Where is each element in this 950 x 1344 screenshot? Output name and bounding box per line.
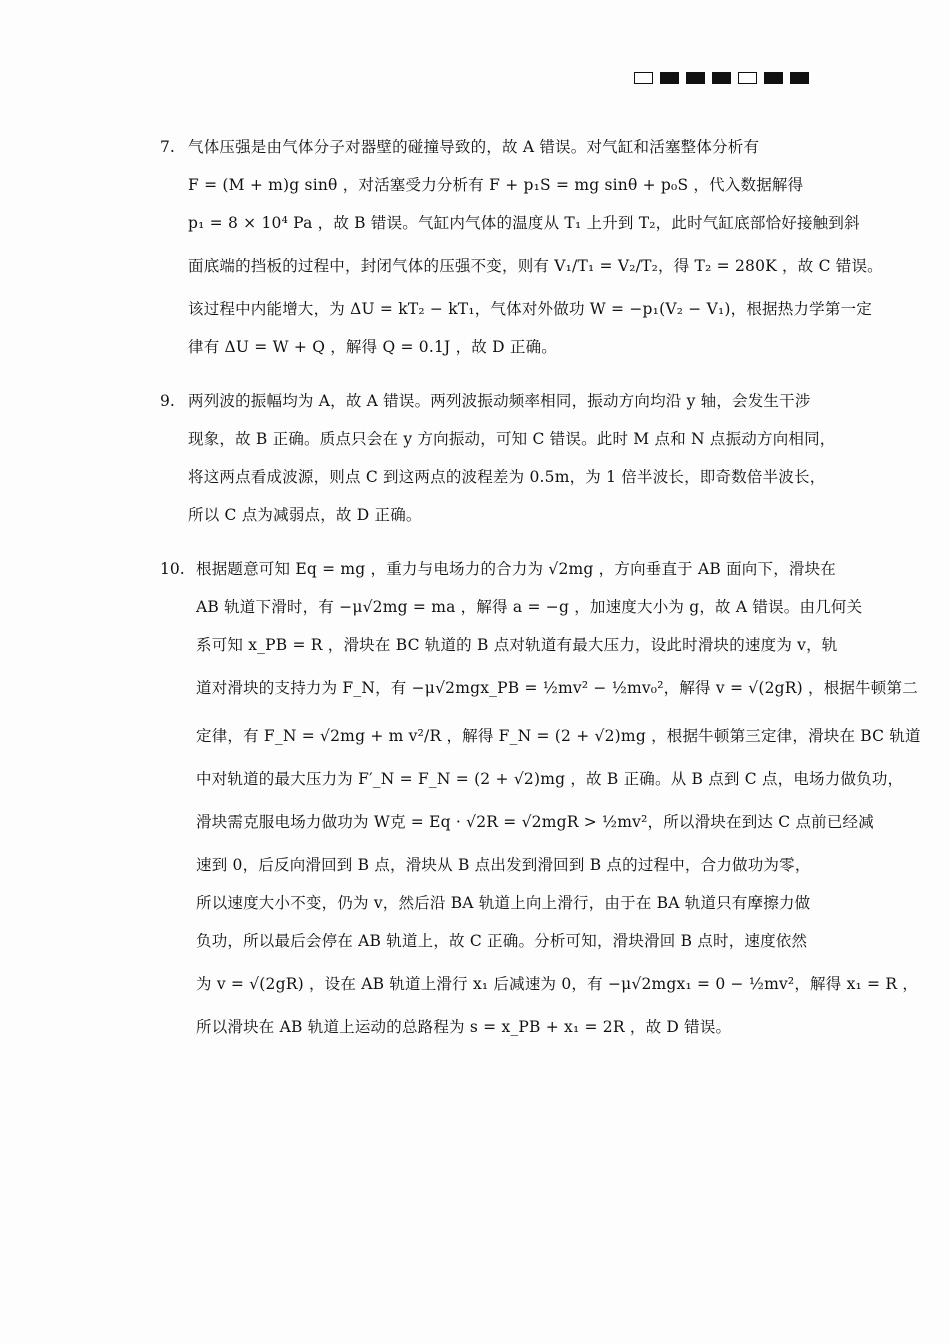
text-line: 面底端的挡板的过程中，封闭气体的压强不变，则有 V₁/T₁ = V₂/T₂，得 T₂ = 280K ，故 C 错误。	[188, 257, 883, 275]
header-mark-filled-icon	[660, 72, 679, 84]
text-line: 所以 C 点为减弱点，故 D 正确。	[188, 506, 422, 524]
text-line: 根据题意可知 Eq = mg ，重力与电场力的合力为 √2mg ，方向垂直于 AB 面向下，滑块在	[196, 560, 837, 578]
text-line: 该过程中内能增大，为 ΔU = kT₂ − kT₁，气体对外做功 W = −p₁(V₂ − V₁)，根据热力学第一定	[188, 300, 872, 318]
text-line: 中对轨道的最大压力为 F′_N = F_N = (2 + √2)mg ，故 B 正确。从 B 点到 C 点，电场力做负功，	[196, 770, 904, 788]
text-line: F = (M + m)g sinθ ，对活塞受力分析有 F + p₁S = mg sinθ + p₀S ，代入数据解得	[188, 176, 804, 194]
header-mark-filled-icon	[712, 72, 731, 84]
text-line: 气体压强是由气体分子对器壁的碰撞导致的，故 A 错误。对气缸和活塞整体分析有	[188, 138, 760, 156]
text-line: AB 轨道下滑时，有 −μ√2mg = ma ，解得 a = −g ，加速度大小为 g，故 A 错误。由几何关	[196, 598, 863, 616]
answer-item-7	[160, 128, 883, 366]
answer-item-10	[160, 550, 921, 1046]
text-line: 定律，有 F_N = √2mg + m v²/R ，解得 F_N = (2 + √2)mg ，根据牛顿第三定律，滑块在 BC 轨道	[196, 727, 921, 745]
text-line: 律有 ΔU = W + Q ，解得 Q = 0.1J ，故 D 正确。	[188, 338, 557, 356]
item-number: 7.	[160, 138, 175, 156]
text-line: 为 v = √(2gR) ，设在 AB 轨道上滑行 x₁ 后减速为 0，有 −μ√2mgx₁ = 0 − ½mv²，解得 x₁ = R ，	[196, 975, 919, 993]
text-line: 将这两点看成波源，则点 C 到这两点的波程差为 0.5m，为 1 倍半波长，即奇数倍半波长，	[188, 468, 826, 486]
text-line: 系可知 x_PB = R ，滑块在 BC 轨道的 B 点对轨道有最大压力，设此时滑块的速度为 v，轨	[196, 636, 838, 654]
header-mark-empty-icon	[634, 72, 653, 84]
answer-item-9	[160, 382, 836, 534]
header-mark-filled-icon	[686, 72, 705, 84]
text-line: 滑块需克服电场力做功为 W克 = Eq · √2R = √2mgR > ½mv²，所以滑块在到达 C 点前已经减	[196, 813, 874, 831]
text-line: 速到 0，后反向滑回到 B 点，滑块从 B 点出发到滑回到 B 点的过程中，合力做功为零，	[196, 856, 811, 874]
header-mark-filled-icon	[790, 72, 809, 84]
text-line: 负功，所以最后会停在 AB 轨道上，故 C 正确。分析可知，滑块滑回 B 点时，速度依然	[196, 932, 808, 950]
text-line: 现象，故 B 正确。质点只会在 y 方向振动，可知 C 错误。此时 M 点和 N 点振动方向相同，	[188, 430, 836, 448]
text-line: 所以速度大小不变，仍为 v，然后沿 BA 轨道上向上滑行，由于在 BA 轨道只有摩擦力做	[196, 894, 811, 912]
item-number: 10.	[160, 560, 185, 578]
item-number: 9.	[160, 392, 175, 410]
text-line: 所以滑块在 AB 轨道上运动的总路程为 s = x_PB + x₁ = 2R ，故 D 错误。	[196, 1018, 732, 1036]
answer-content	[160, 128, 921, 1062]
text-line: p₁ = 8 × 10⁴ Pa ，故 B 错误。气缸内气体的温度从 T₁ 上升到 T₂，此时气缸底部恰好接触到斜	[188, 214, 860, 232]
text-line: 道对滑块的支持力为 F_N，有 −μ√2mgx_PB = ½mv² − ½mv₀²，解得 v = √(2gR) ，根据牛顿第二	[196, 679, 918, 697]
header-mark-filled-icon	[764, 72, 783, 84]
text-line: 两列波的振幅均为 A，故 A 错误。两列波振动频率相同，振动方向均沿 y 轴，会发生干涉	[188, 392, 811, 410]
header-marks	[634, 72, 809, 84]
header-mark-empty-icon	[738, 72, 757, 84]
